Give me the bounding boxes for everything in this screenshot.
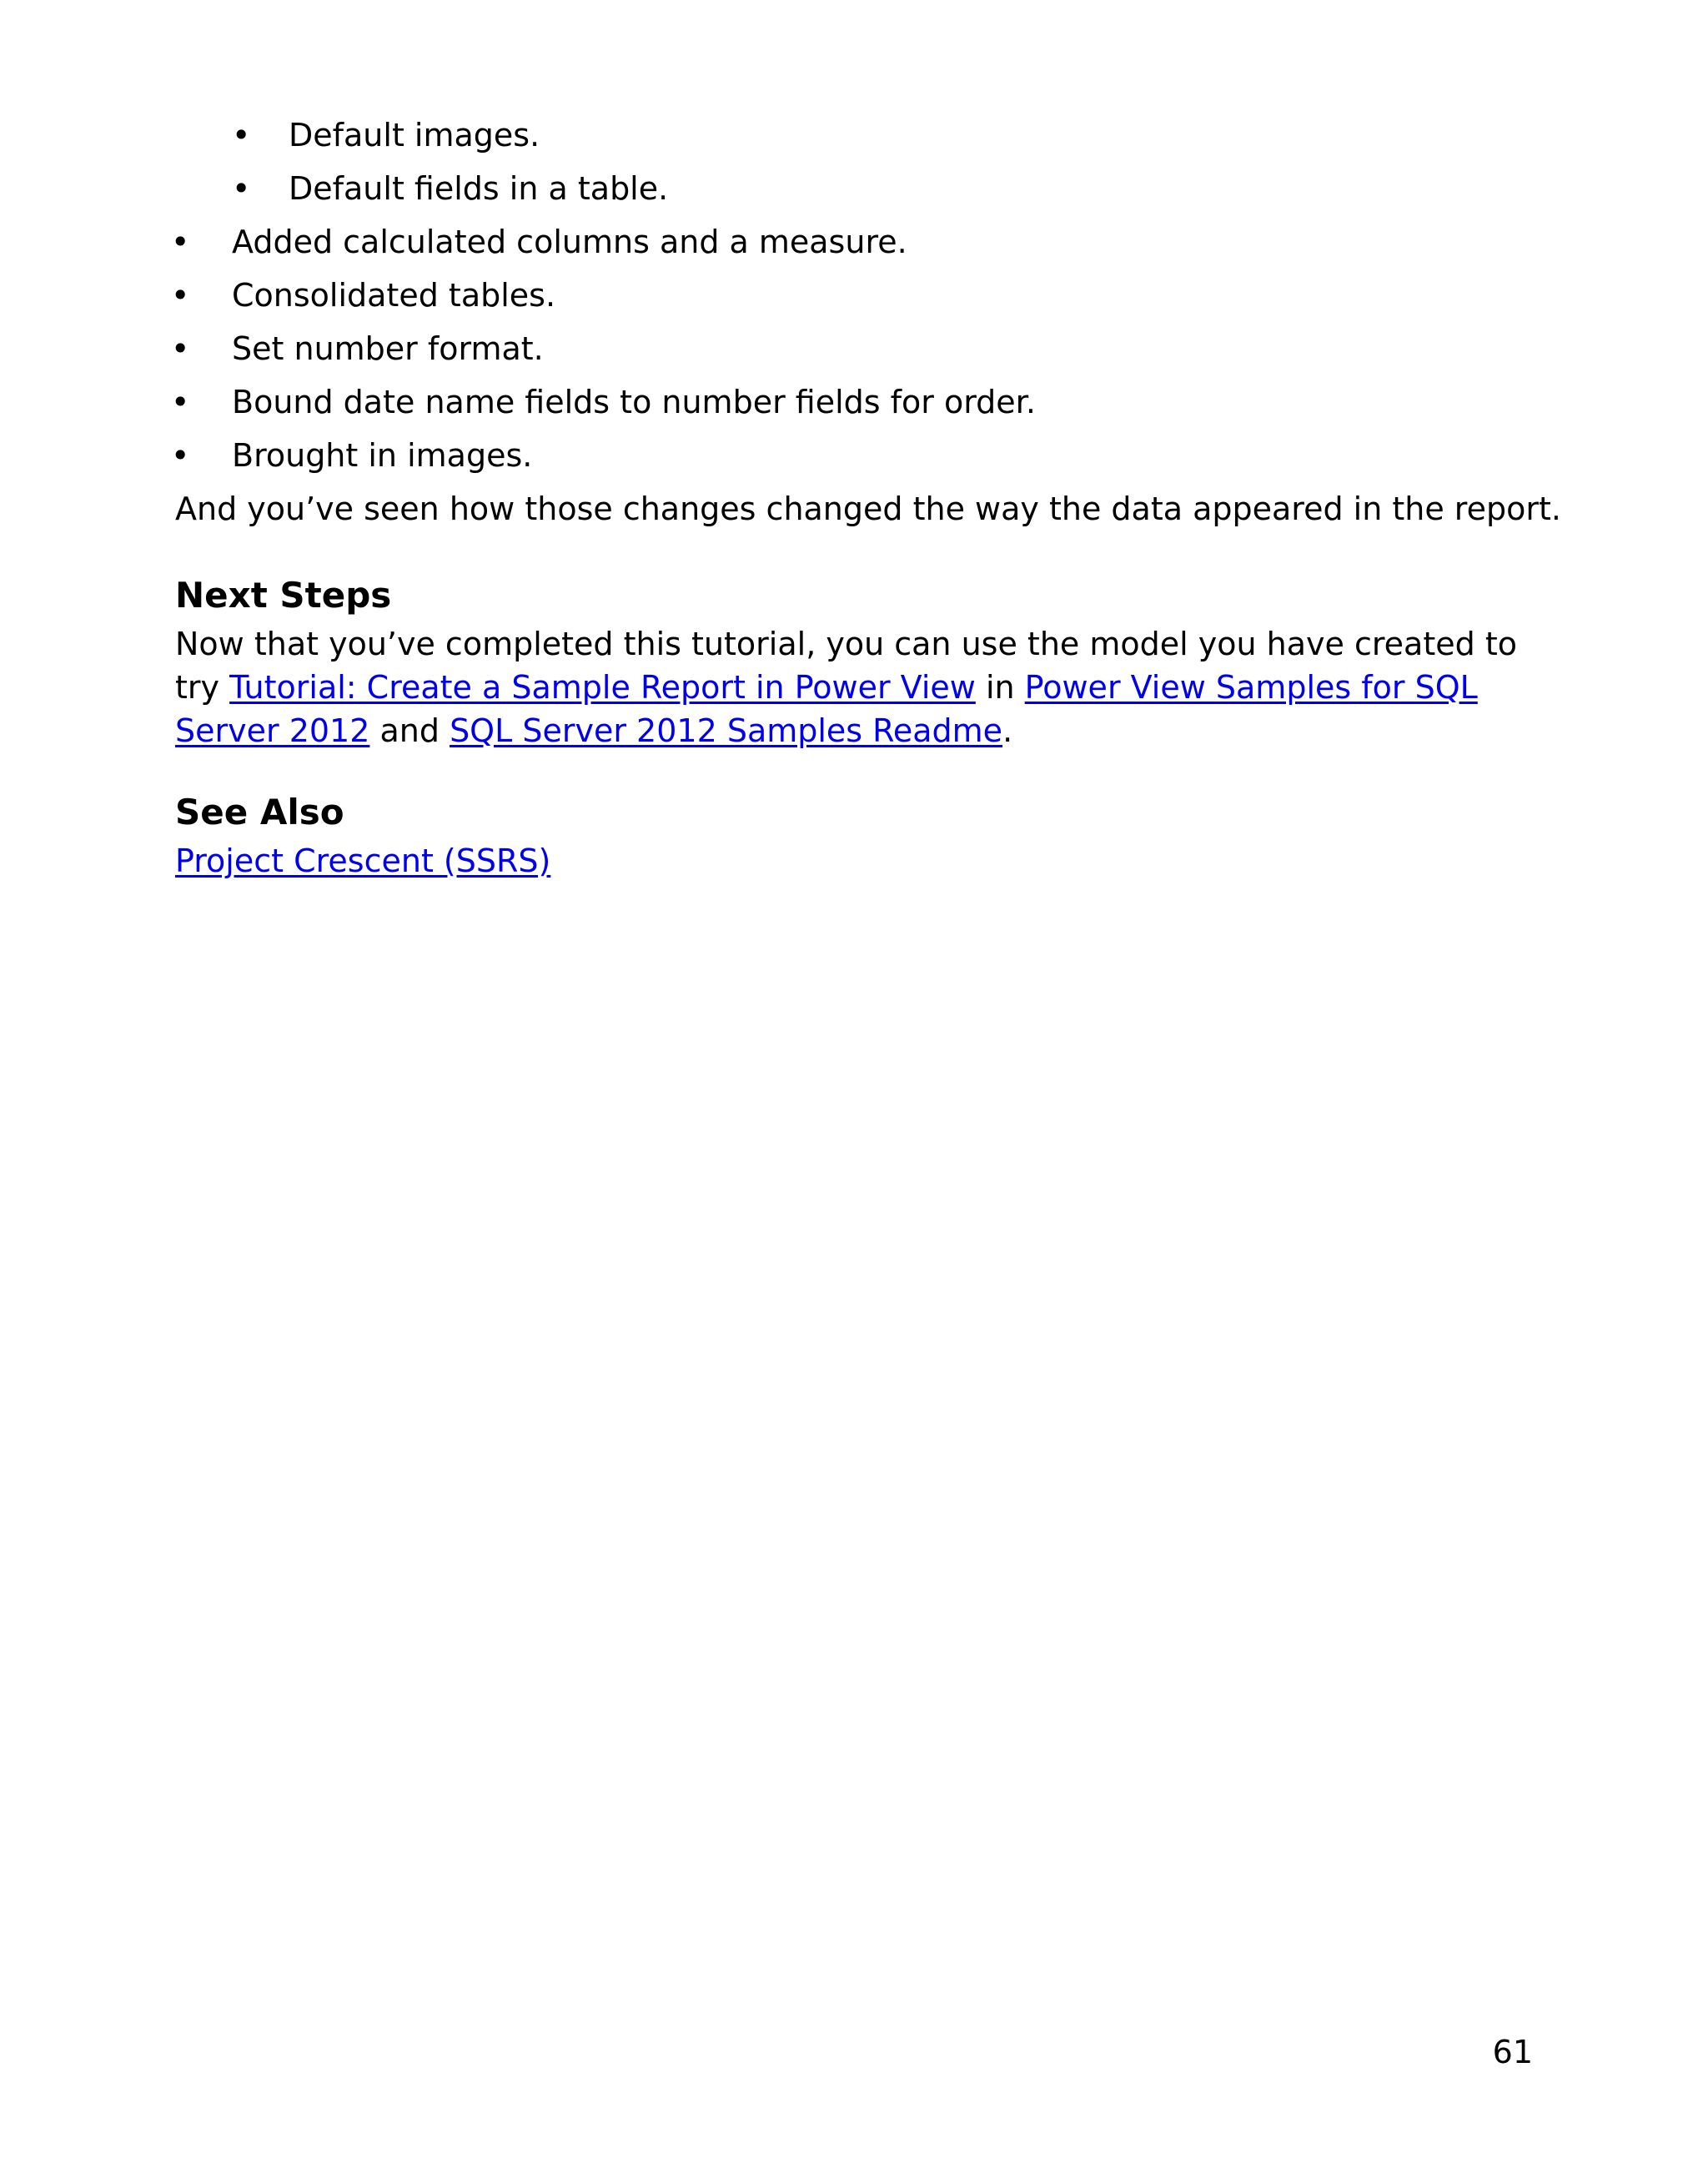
next-steps-heading: Next Steps (175, 575, 392, 616)
see-also-paragraph (175, 839, 1543, 883)
list-item-text: Set number format. (232, 330, 544, 367)
list-item (171, 429, 1543, 482)
summary-paragraph: And you’ve seen how those changes changed the way the data appeared in the report. (175, 490, 1561, 527)
bullet-icon: • (171, 277, 190, 314)
next-steps-text: and (369, 712, 450, 749)
bullet-icon: • (171, 330, 190, 367)
project-crescent-link[interactable]: Project Crescent (SSRS) (175, 843, 551, 879)
list-item-text: Default fields in a table. (289, 170, 669, 207)
page-content (171, 108, 1561, 883)
list-item-text: Bound date name fields to number fields for order. (232, 384, 1036, 420)
list-item (171, 322, 1543, 375)
tutorial-link[interactable]: Tutorial: Create a Sample Report in Power View (229, 669, 976, 706)
list-item-text: Consolidated tables. (232, 277, 556, 314)
list-item (171, 215, 1543, 269)
list-item-text: Brought in images. (232, 437, 533, 474)
next-steps-text: Now that you’ve completed this tutorial, you can use the model you have created to try (175, 626, 1517, 706)
list-item (175, 162, 1543, 215)
bullet-icon: • (171, 224, 190, 260)
list-item (175, 108, 1543, 162)
list-item-text: Default images. (289, 117, 540, 153)
list-item (171, 375, 1543, 429)
samples-readme-link[interactable]: SQL Server 2012 Samples Readme (450, 712, 1003, 749)
bullet-icon: • (232, 117, 251, 153)
list-item-text: Added calculated columns and a measure. (232, 224, 907, 260)
page-number: 61 (1492, 2034, 1533, 2070)
next-steps-text: in (975, 669, 1025, 706)
bullet-icon: • (171, 384, 190, 420)
bullet-icon: • (232, 170, 251, 207)
next-steps-text: . (1002, 712, 1013, 749)
next-steps-paragraph (175, 622, 1543, 752)
power-view-samples-link[interactable]: Power View Samples for SQL Server 2012 (175, 669, 1478, 749)
bullet-icon: • (171, 437, 190, 474)
see-also-heading: See Also (175, 792, 344, 832)
list-item (171, 269, 1543, 322)
